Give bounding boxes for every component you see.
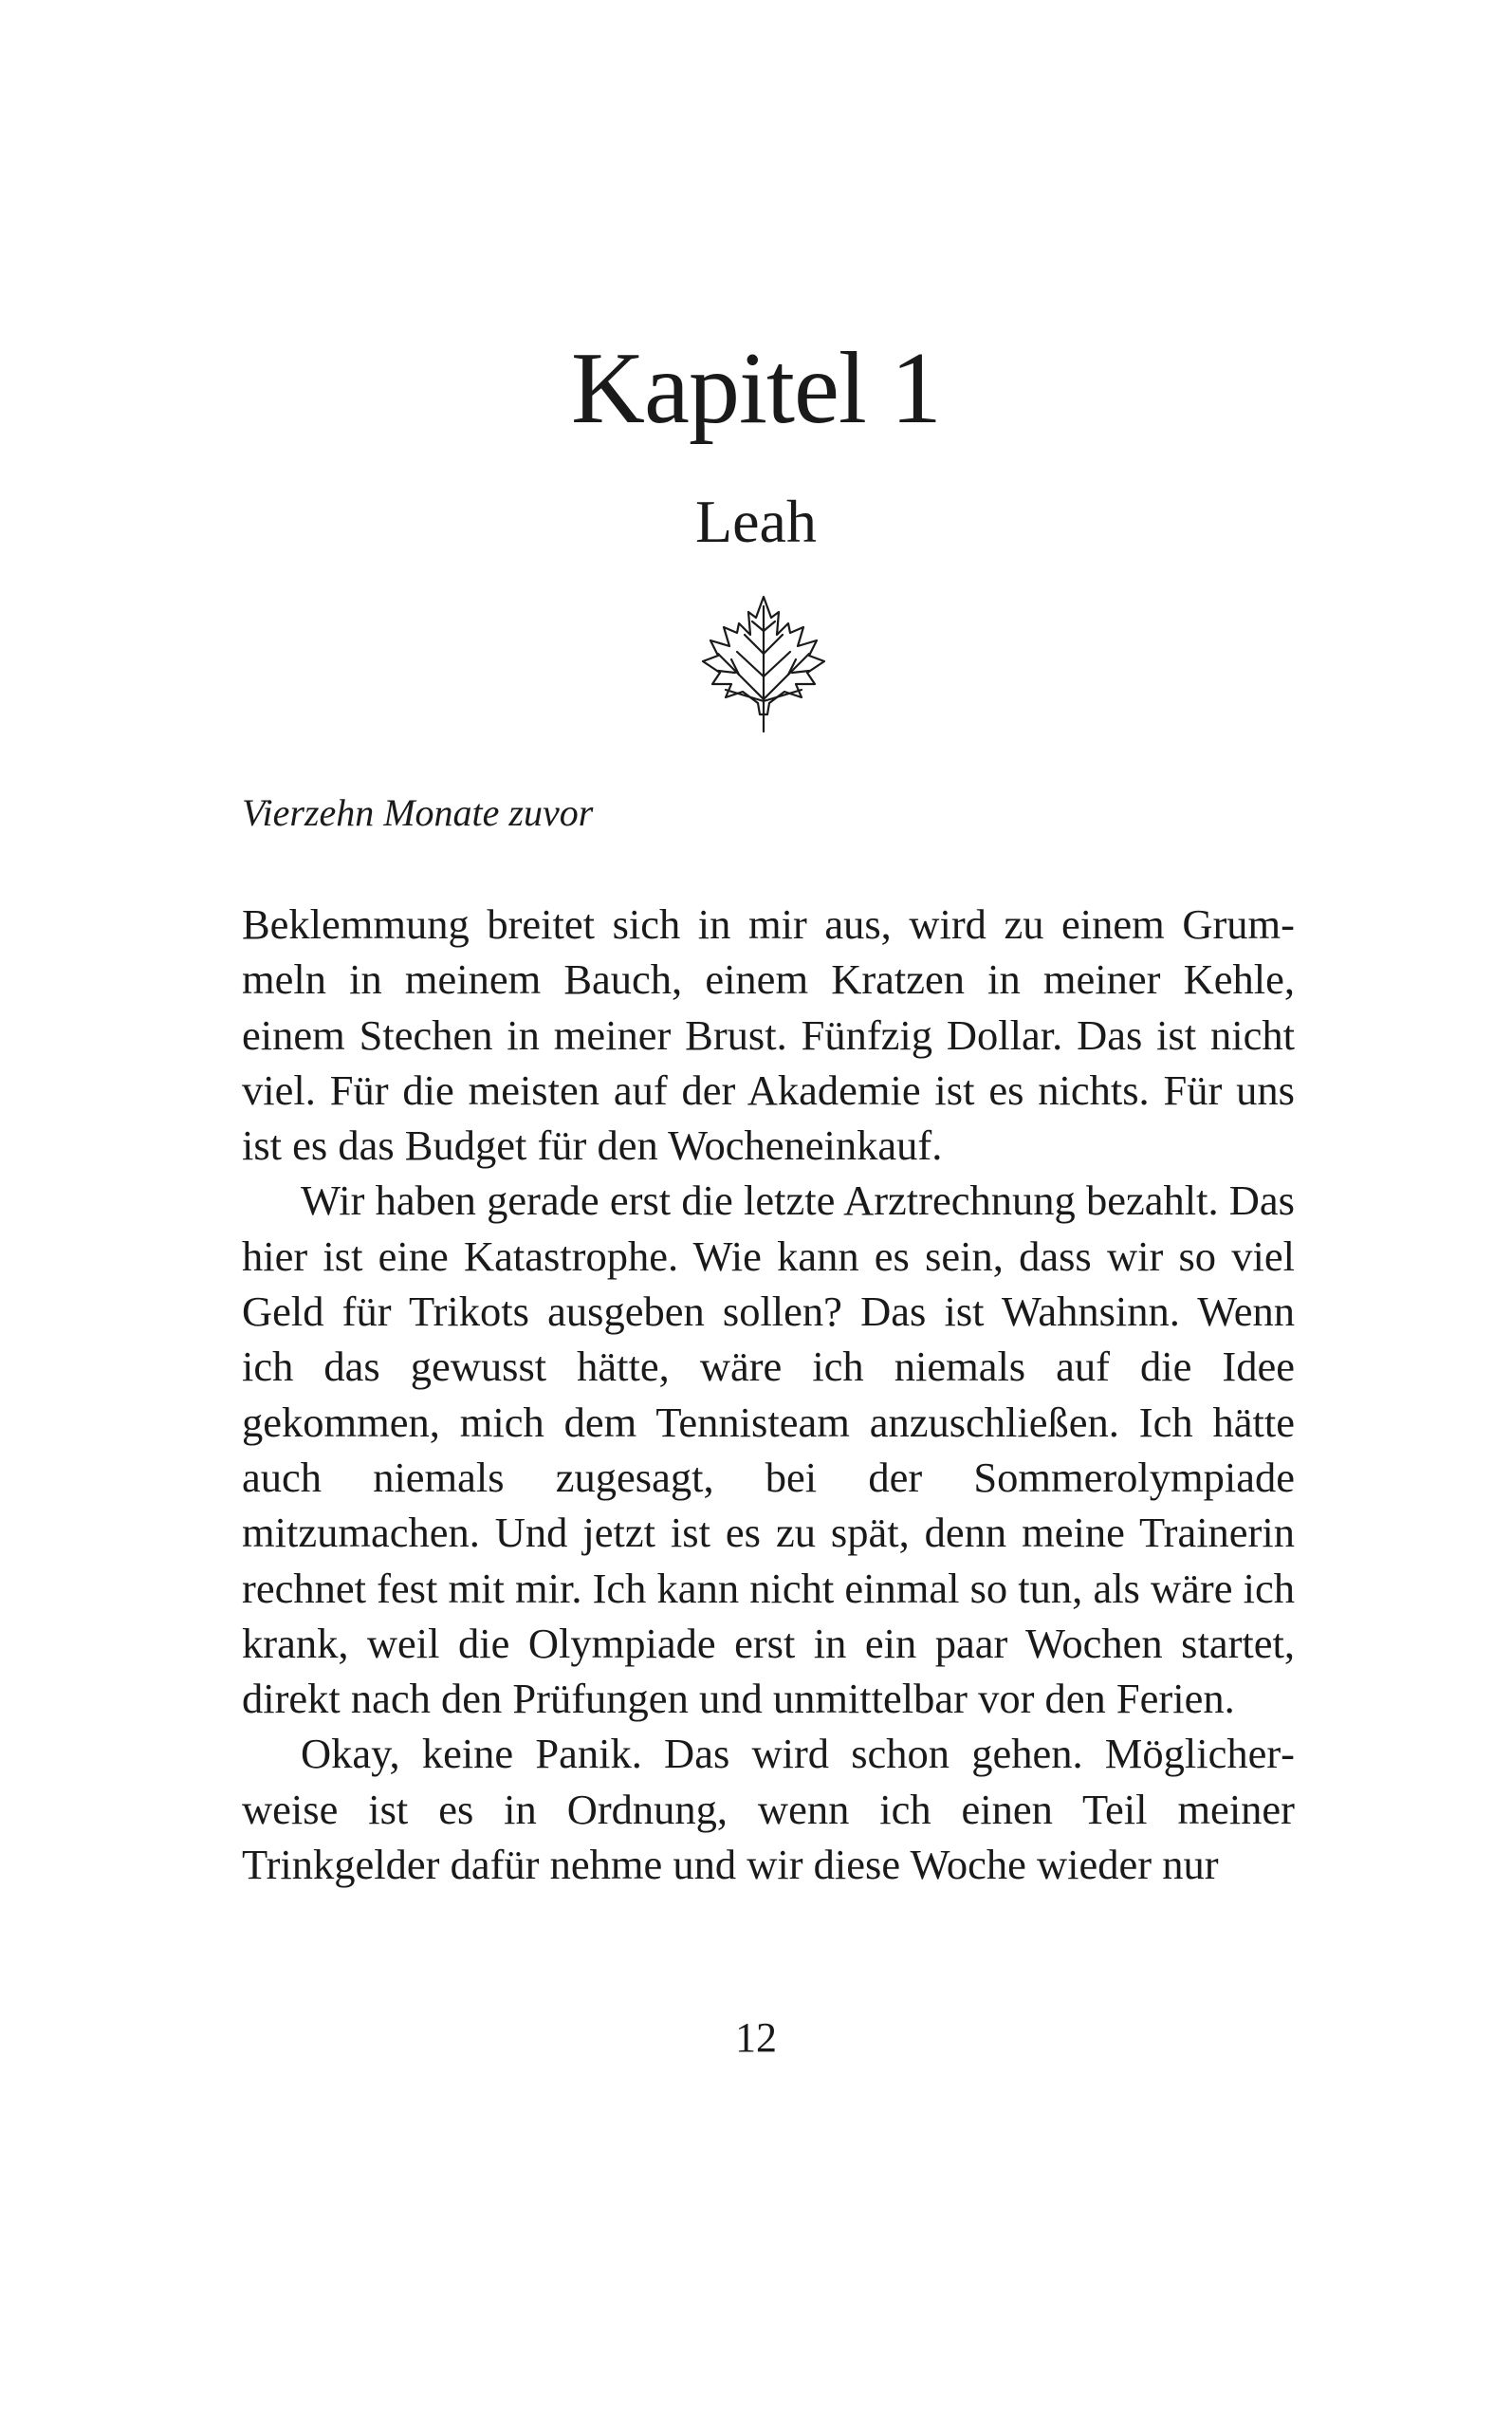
maple-leaf-icon	[697, 593, 830, 735]
chapter-body	[242, 897, 1295, 1892]
paragraph: Okay, keine Panik. Das wird schon gehen. Möglicherweise ist es in Ordnung, wenn ich einen Teil meiner Trinkgelder dafür nehme und wir diese Woche wieder nur	[242, 1730, 1295, 1889]
dateline: Vierzehn Monate zuvor	[242, 791, 594, 834]
paragraph: Beklemmung breitet sich in mir aus, wird zu einem Grummeln in meinem Bauch, einem Kratzen in meiner Kehle, einem Stechen in meiner Brust. Fünfzig Dollar. Das ist nicht viel. Für die meisten auf der Akademie ist es nichts. Für uns ist es das Budget für den Wocheneinkauf.	[242, 900, 1295, 1170]
page-number: 12	[735, 2014, 777, 2061]
chapter-title: Kapitel 1	[571, 332, 941, 445]
chapter-subtitle: Leah	[695, 488, 817, 555]
paragraph: Wir haben gerade erst die letzte Arztrechnung bezahlt. Das hier ist eine Katastrophe. Wie kann es sein, dass wir so viel Geld für Trikots ausgeben sollen? Das ist Wahnsinn. Wenn ich das gewusst hätte, wäre ich niemals auf die Idee gekommen, mich dem Tennisteam anzuschließen. Ich hätte auch niemals zugesagt, bei der Sommerolympiade mitzumachen. Und jetzt ist es zu spät, denn meine Trainerin rechnet fest mit mir. Ich kann nicht einmal so tun, als wäre ich krank, weil die Olympiade erst in ein paar Wochen startet, direkt nach den Prüfungen und unmittelbar vor den Ferien.	[242, 1177, 1295, 1723]
